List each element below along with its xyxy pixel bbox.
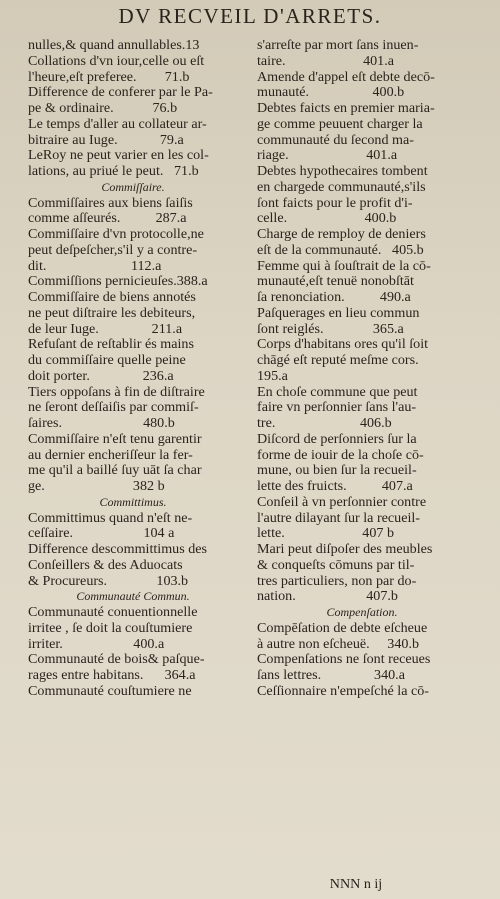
index-line: irritee , ſe doit la couſtumiere [28,619,193,636]
index-line: ſaires. 480.b [28,415,175,431]
index-line: Diſcord de perſonniers ſur la [257,430,417,447]
index-line: à autre non eſcheuë. 340.b [257,635,420,652]
index-line: Femme qui à ſouſtrait de la cō- [257,257,431,274]
index-line: Communauté de bois& paſque- [28,651,205,668]
index-line: Difference de conferer par le Pa- [28,84,213,101]
index-line: l'autre dilayant ſur la recueil- [257,509,420,526]
running-header: DV RECVEIL D'ARRETS. [118,4,382,28]
index-line: de leur Iuge. 211.a [28,320,183,337]
index-line: comme aſſeurés. 287.a [28,210,187,227]
index-line: Committimus quand n'eſt ne- [28,509,193,526]
index-line: ne ſeront deſſaiſis par commiſ- [28,399,199,416]
index-column-left [14,38,238,700]
index-line: Corps d'habitans ores qu'il ſoit [257,336,429,353]
index-line: Le temps d'aller au collateur ar- [28,115,207,132]
index-line: forme de iouir de la choſe cō- [257,446,424,463]
index-line: riage. 401.a [257,147,398,164]
index-line: faire vn perſonnier ſans l'au- [257,399,417,416]
index-line: Commiſſaires aux biens ſaiſis [28,194,193,211]
index-line: 195.a [257,367,288,384]
index-line: en chargede communauté,s'ils [257,178,426,195]
section-heading: Compenſation. [326,605,398,619]
section-heading: Committimus. [99,494,167,509]
index-line: Paſquerages en lieu commun [257,304,420,321]
index-line: lette des fruicts. 407.a [257,478,413,494]
index-line: nation. 407.b [257,588,398,605]
index-line: ſa renonciation. 490.a [257,289,411,305]
index-line: l'heure,eſt preferee. 71.b [28,68,190,85]
index-line: lations, au priué le peut. 71.b [28,163,199,179]
index-line: chāgé eſt reputé meſme cors. [257,352,419,368]
index-line: Communauté conuentionnelle [28,604,198,620]
index-line: Refuſant de reſtablir és mains [28,336,194,353]
index-line: & Procureurs. 103.b [28,572,189,589]
index-line: lette. 407 b [257,525,395,542]
index-line: mune, ou bien ſur la recueil- [257,462,417,479]
index-line: communauté du ſecond ma- [257,131,414,148]
index-line: du commiſſaire quelle peine [28,352,186,368]
index-line: Collations d'vn iour,celle ou eſt [28,52,205,69]
index-line: Compēſation de debte eſcheue [257,619,428,636]
index-line: pe & ordinaire. 76.b [28,100,178,116]
index-line: munauté. 400.b [257,84,405,101]
index-line: celle. 400.b [257,210,397,227]
section-heading: Communauté Commun. [76,589,190,604]
index-line: tre. 406.b [257,415,392,431]
index-line: tres particuliers, non par do- [257,572,417,589]
index-line: Debtes faicts en premier maria- [257,100,435,116]
index-line: rages entre habitans. 364.a [28,667,196,683]
index-line: Amende d'appel eſt debte decō- [257,68,435,85]
index-line: En choſe commune que peut [257,383,418,400]
index-line: ge comme peuuent charger la [257,115,423,132]
index-line: eſt de la communauté. 405.b [257,241,424,258]
index-line: Commiſſaire d'vn protocolle,ne [28,226,204,242]
index-line: LeRoy ne peut varier en les col- [28,147,209,164]
section-heading: Commiſſaire. [101,179,165,194]
page-signature: NNN n ij [329,876,383,892]
index-line: s'arreſte par mort ſans inuen- [257,37,419,53]
index-line: ſont faicts pour le profit d'i- [257,194,413,211]
index-line: Conſeillers & des Aduocats [28,556,183,573]
index-line: ſans lettres. 340.a [257,667,405,683]
index-line: Communauté couſtumiere ne [28,682,192,699]
index-line: ge. 382 b [28,478,165,494]
index-line: Commiſſaire n'eſt tenu garentir [28,430,202,447]
index-line: & conqueſts cōmuns par til- [257,556,415,573]
index-line: me qu'il a baillé ſuy uāt ſa char [28,462,202,479]
index-line: Debtes hypothecaires tombent [257,163,428,179]
index-line: ceſſaire. 104 a [28,525,175,542]
index-line: doit porter. 236.a [28,367,174,384]
index-line: munauté,eſt tenuë nonobſtāt [257,273,414,290]
index-line: Compenſations ne ſont receues [257,651,431,668]
index-line: peut deſpeſcher,s'il y a contre- [28,241,198,258]
index-line: ne peut diſtraire les debiteurs, [28,304,196,321]
index-line: Tiers oppoſans à fin de diſtraire [28,383,205,400]
index-line: irriter. 400.a [28,635,165,652]
index-line: Commiſſions pernicieuſes.388.a [28,273,208,290]
index-line: au dernier encheriſſeur la fer- [28,446,193,463]
index-column-right [243,38,467,700]
index-line: Ceſſionnaire n'empeſché la cō- [257,682,429,699]
index-line: nulles,& quand annullables.13 [28,37,200,53]
index-line: ſont reiglés. 365.a [257,320,404,337]
index-line: Difference descommittimus des [28,541,207,557]
index-line: Charge de remploy de deniers [257,226,426,242]
index-line: Conſeil à vn perſonnier contre [257,493,427,510]
index-line: taire. 401.a [257,52,394,69]
index-line: bitraire au Iuge. 79.a [28,131,184,148]
index-line: dit. 112.a [28,257,162,274]
index-line: Mari peut diſpoſer des meubles [257,541,433,557]
index-line: Commiſſaire de biens annotés [28,289,196,305]
